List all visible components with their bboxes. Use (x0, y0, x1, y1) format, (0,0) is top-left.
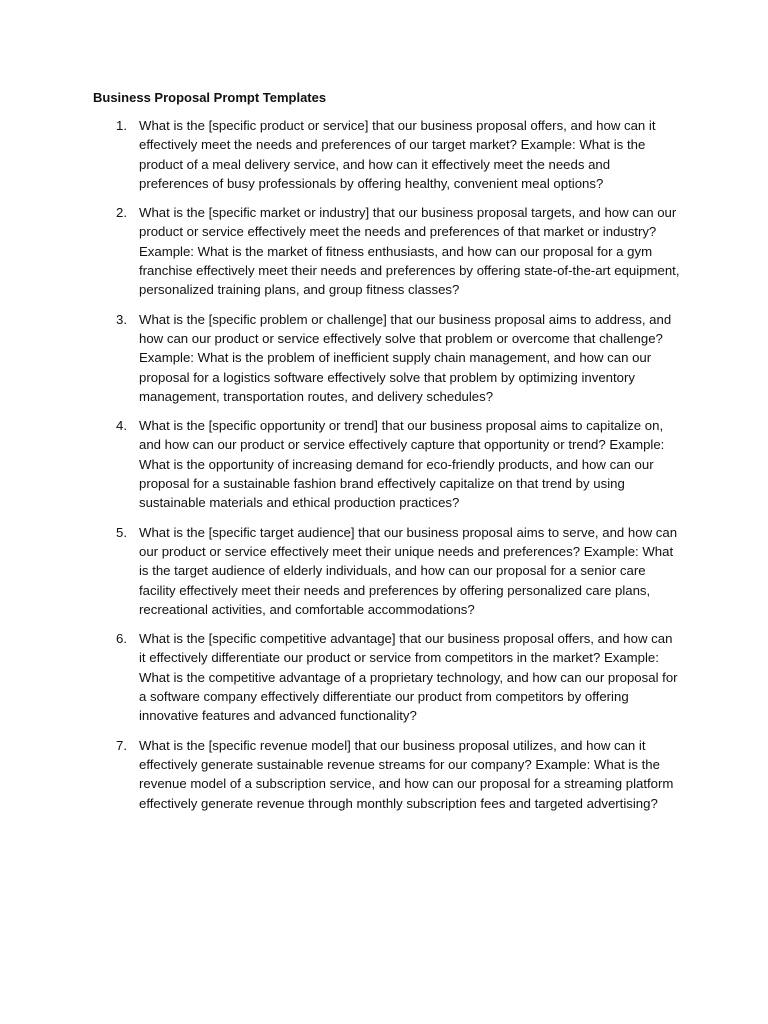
list-item (0, 736, 768, 813)
item-number: 6. (116, 631, 127, 647)
item-text: What is the [specific revenue model] that our business proposal utilizes, and how can it effectively generate sustainable revenue streams for our company? Example: What is the revenue model of a subscription service, and how can our proposal for a streaming platform effectively generate revenue through monthly subscription fees and targeted advertising? (139, 737, 674, 811)
item-number: 5. (116, 524, 127, 540)
item-number: 1. (116, 118, 127, 133)
list-item (0, 116, 768, 193)
list-item (0, 629, 768, 725)
list-item (0, 203, 768, 299)
list-item (0, 310, 768, 406)
item-number: 2. (116, 205, 127, 221)
item-text: What is the [specific competitive advantage] that our business proposal offers, and how can it effectively differentiate our product or service from competitors in the market? Example: What is the competitive advantage of a proprietary technology, and how can our proposal for a software company effectively differentiate our product from competitors by offering innovative features and advanced functionality? (139, 631, 678, 724)
item-text: What is the [specific target audience] that our business proposal aims to serve, and how can our product or service effectively meet their unique needs and preferences? Example: What is the target audience of elderly individuals, and how can our proposal for a senior care facility effectively meet their needs and preferences by offering personalized care plans, recreational activities, and comfortable accommodations? (139, 524, 678, 617)
prompt-template-list (0, 116, 768, 823)
list-item (0, 416, 768, 512)
item-text: What is the [specific product or service] that our business proposal offers, and how can it effectively meet the needs and preferences of our target market? Example: What is the product of a meal delivery service, and how can it effectively meet the needs and preferences of busy professionals by offering healthy, convenient meal options? (139, 118, 656, 191)
item-number: 3. (116, 311, 127, 327)
document-title: Business Proposal Prompt Templates (93, 90, 327, 105)
list-item (0, 523, 768, 619)
item-number: 7. (116, 737, 127, 753)
item-text: What is the [specific problem or challenge] that our business proposal aims to address, and how can our product or service effectively solve that problem or overcome that challenge? Example: What is the problem of inefficient supply chain management, and how can our proposal for a logistics software effectively solve that problem by optimizing inventory management, transportation routes, and delivery schedules? (139, 311, 672, 404)
item-number: 4. (116, 418, 127, 434)
item-text: What is the [specific opportunity or trend] that our business proposal aims to capitalize on, and how can our product or service effectively capture that opportunity or trend? Example: What is the opportunity of increasing demand for eco-friendly products, and how can our proposal for a sustainable fashion brand effectively capitalize on that trend by using sustainable materials and ethical production practices? (139, 418, 665, 511)
item-text: What is the [specific market or industry] that our business proposal targets, and how can our product or service effectively meet the needs and preferences of that market or industry? Example: What is the market of fitness enthusiasts, and how can our proposal for a gym franchise effectively meet their needs and preferences by offering state-of-the-art equipment, personalized training plans, and group fitness classes? (139, 205, 680, 298)
